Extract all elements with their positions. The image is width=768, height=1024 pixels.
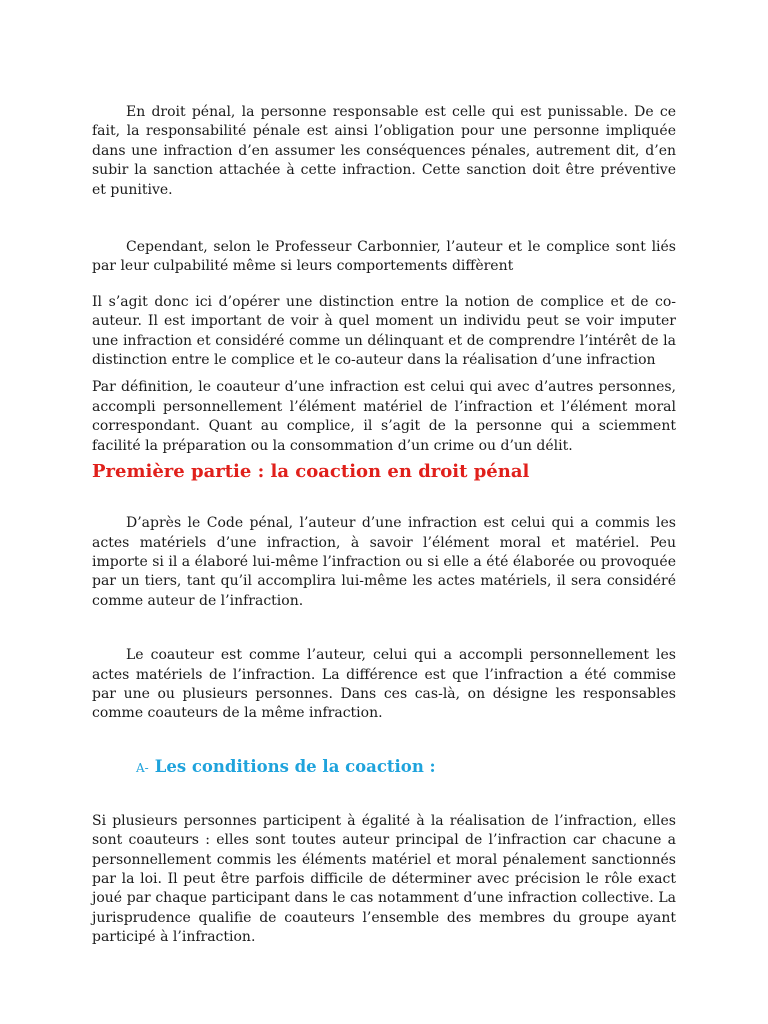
heading-part-one: Première partie : la coaction en droit pénal <box>92 461 530 483</box>
paragraph-definition: Par définition, le coauteur d’une infraction est celui qui avec d’autres personnes, accompli personnellement l’élément matériel de l’infraction et l’élément moral correspondant. Quant au complice, il s’agit de la personne qui a sciemment facilité la préparation ou la consommation d’un crime ou d’un délit. <box>92 379 676 454</box>
paragraph-distinction: Il s’agit donc ici d’opérer une distinction entre la notion de complice et de co-auteur. Il est important de voir à quel moment un individu peut se voir imputer une infraction et considéré comme un délinquant et de comprendre l’intérêt de la distinction entre le complice et le co-auteur dans la réalisation d’une infraction <box>92 293 676 369</box>
heading-section-a <box>92 756 676 779</box>
paragraph-conditions: Si plusieurs personnes participent à égalité à la réalisation de l’infraction, elles sont coauteurs : elles sont toutes auteur principal de l’infraction car chacune a personnellement commis les éléments matériel et moral pénalement sanctionnés par la loi. Il peut être parfois difficile de déterminer avec précision le rôle exact joué par chaque participant dans le cas notamment d’une infraction collective. La jurisprudence qualifie de coauteurs l’ensemble des membres du groupe ayant participé à l’infraction. <box>92 812 676 946</box>
heading-section-title: Les conditions de la coaction : <box>154 756 436 776</box>
heading-section-letter: A- <box>136 760 149 775</box>
paragraph-coauteur: Le coauteur est comme l’auteur, celui qui a accompli personnellement les actes matériels de l’infraction. La différence est que l’infraction a été commise par une ou plusieurs personnes. Dans ces cas-là, on désigne les responsables comme coauteurs de la même infraction. <box>92 647 676 722</box>
paragraph-carbonnier: Cependant, selon le Professeur Carbonnier, l’auteur et le complice sont liés par leur culpabilité même si leurs comportements diffèrent <box>92 239 676 275</box>
paragraph-intro: En droit pénal, la personne responsable est celle qui est punissable. De ce fait, la responsabilité pénale est ainsi l’obligation pour une personne impliquée dans une infraction d’en assumer les conséquences pénales, autrement dit, d’en subir la sanction attachée à cette infraction. Cette sanction doit être préventive et punitive. <box>92 104 676 198</box>
document-page <box>92 0 676 948</box>
paragraph-code-penal: D’après le Code pénal, l’auteur d’une infraction est celui qui a commis les actes matériels d’une infraction, à savoir l’élément moral et matériel. Peu importe si il a élaboré lui-même l’infraction ou si elle a été élaborée ou provoquée par un tiers, tant qu’il accomplira lui-même les actes matériels, il sera considéré comme auteur de l’infraction. <box>92 515 676 609</box>
